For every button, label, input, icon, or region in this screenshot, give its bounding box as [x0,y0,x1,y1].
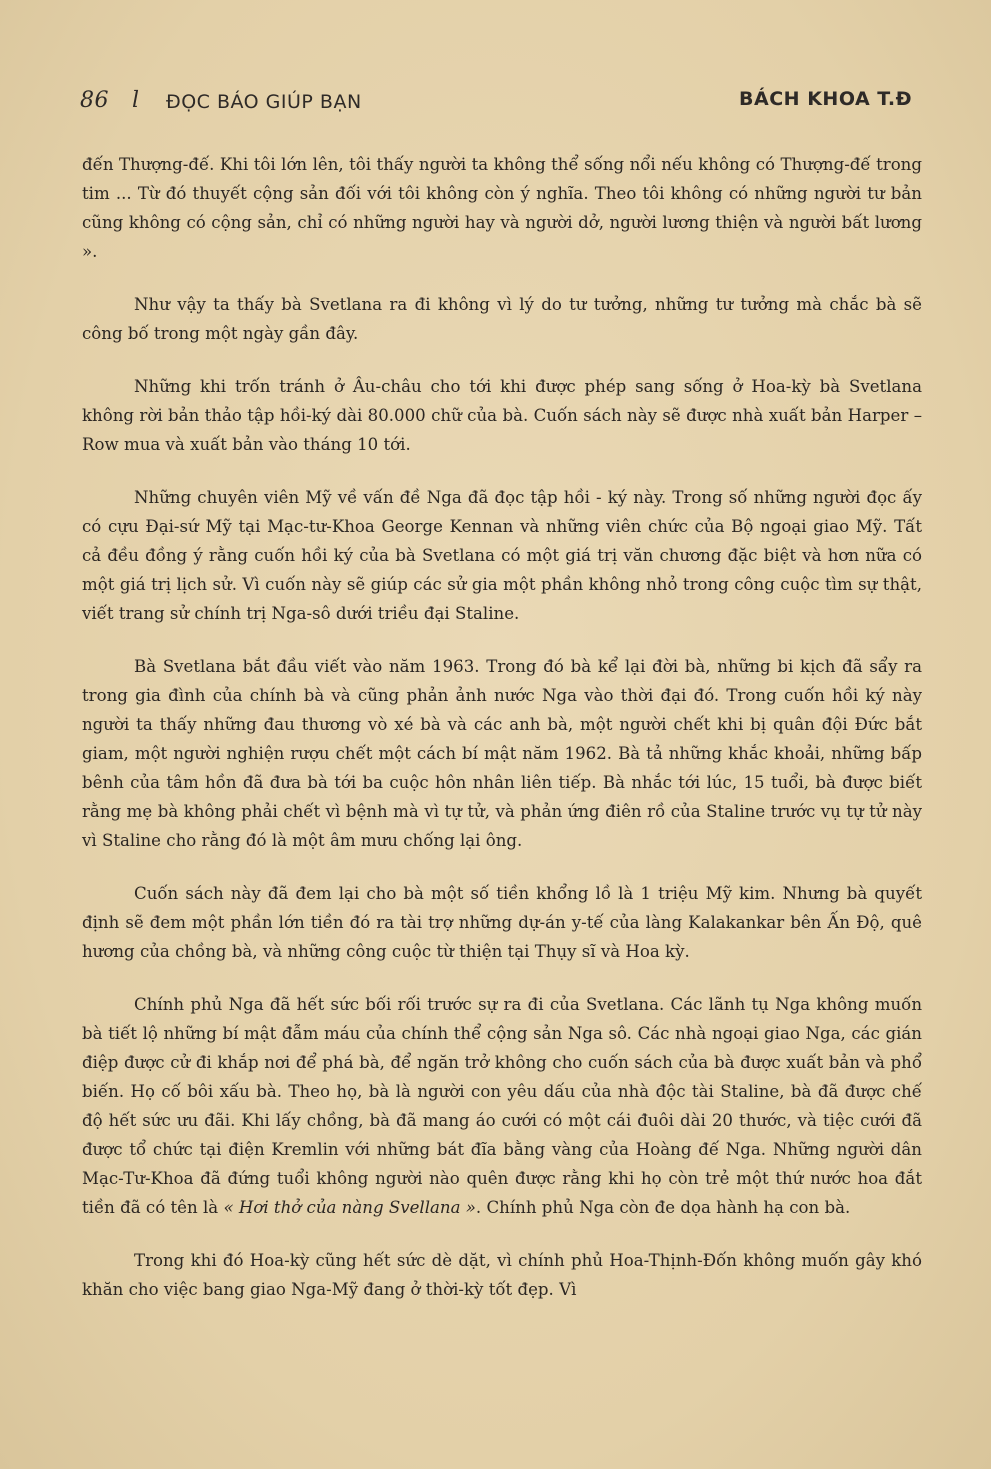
paragraph-2: Như vậy ta thấy bà Svetlana ra đi không vì lý do tư tưởng, những tư tưởng mà chắc bà sẽ công bố trong một ngày gần đây. [82,295,922,343]
paragraph-7-end: . Chính phủ Nga còn đe dọa hành hạ con bà. [475,1198,851,1217]
paragraph-1: đến Thượng-đế. Khi tôi lớn lên, tôi thấy người ta không thể sống nổi nếu không có Thượng-đế trong tim ... Từ đó thuyết cộng sản đối với tôi không còn ý nghĩa. Theo tôi không có những người tư bản cũng không có cộng sản, chỉ có những người hay và người dở, người lương thiện và người bất lương ». [82,155,922,261]
perfume-name: « Hơi thở của nàng Svellana » [223,1198,476,1217]
paragraph-4: Những chuyên viên Mỹ về vấn đề Nga đã đọc tập hồi - ký này. Trong số những người đọc ấy có cựu Đại-sứ Mỹ tại Mạc-tư-Khoa George Kennan và những viên chức của Bộ ngoại giao Mỹ. Tất cả đều đồng ý rằng cuốn hồi ký của bà Svetlana có một giá trị văn chương đặc biệt và hơn nữa có một giá trị lịch sử. Vì cuốn này sẽ giúp các sử gia một phần không nhỏ trong công cuộc tìm sự thật, viết trang sử chính trị Nga-sô dưới triều đại Staline. [82,488,922,623]
magazine-name: BÁCH KHOA T.Đ [739,88,912,110]
page-number: 86 [80,88,109,113]
page-header [80,88,912,118]
article-body [82,150,922,1328]
paragraph-7-text: Chính phủ Nga đã hết sức bối rối trước sự ra đi của Svetlana. Các lãnh tụ Nga không muốn bà tiết lộ những bí mật đẫm máu của chính thể cộng sản Nga sô. Các nhà ngoại giao Nga, các gián điệp được cử đi khắp nơi để phá bà, để ngăn trở không cho cuốn sách của bà được xuất bản và phổ biến. Họ cố bôi xấu bà. Theo họ, bà là người con yêu dấu của nhà độc tài Staline, bà đã được chế độ hết sức ưu đãi. Khi lấy chồng, bà đã mang áo cưới có một cái đuôi dài 20 thước, và tiệc cưới đã được tổ chức tại điện Kremlin với những bát đĩa bằng vàng của Hoàng đế Nga. Những người dân Mạc-Tư-Khoa đã đứng tuổi không người nào quên được rằng khi họ còn trẻ một thứ nước hoa đắt tiền đã có tên là [82,995,922,1217]
paragraph-7 [82,990,922,1222]
header-separator: l [132,88,140,113]
section-title: ĐỌC BÁO GIÚP BẠN [166,91,362,113]
paragraph-3: Những khi trốn tránh ở Âu-châu cho tới khi được phép sang sống ở Hoa-kỳ bà Svetlana không rời bản thảo tập hồi-ký dài 80.000 chữ của bà. Cuốn sách này sẽ được nhà xuất bản Harper – Row mua và xuất bản vào tháng 10 tới. [82,377,922,454]
paragraph-8: Trong khi đó Hoa-kỳ cũng hết sức dè dặt, vì chính phủ Hoa-Thịnh-Đốn không muốn gây khó khăn cho việc bang giao Nga-Mỹ đang ở thời-kỳ tốt đẹp. Vì [82,1251,922,1299]
paragraph-6: Cuốn sách này đã đem lại cho bà một số tiền khổng lồ là 1 triệu Mỹ kim. Nhưng bà quyết định sẽ đem một phần lớn tiền đó ra tài trợ những dự-án y-tế của làng Kalakankar bên Ấn Độ, quê hương của chồng bà, và những công cuộc từ thiện tại Thụy sĩ và Hoa kỳ. [82,884,922,961]
paragraph-5: Bà Svetlana bắt đầu viết vào năm 1963. Trong đó bà kể lại đời bà, những bi kịch đã sẩy ra trong gia đình của chính bà và cũng phản ảnh nước Nga vào thời đại đó. Trong cuốn hồi ký này người ta thấy những đau thương vò xé bà và các anh bà, một người chết khi bị quân đội Đức bắt giam, một người nghiện rượu chết một cách bí mật năm 1962. Bà tả những khắc khoải, những bấp bênh của tâm hồn đã đưa bà tới ba cuộc hôn nhân liên tiếp. Bà nhắc tới lúc, 15 tuổi, bà được biết rằng mẹ bà không phải chết vì bệnh mà vì tự tử, và phản ứng điên rồ của Staline trước vụ tự tử này vì Staline cho rằng đó là một âm mưu chống lại ông. [82,657,922,850]
